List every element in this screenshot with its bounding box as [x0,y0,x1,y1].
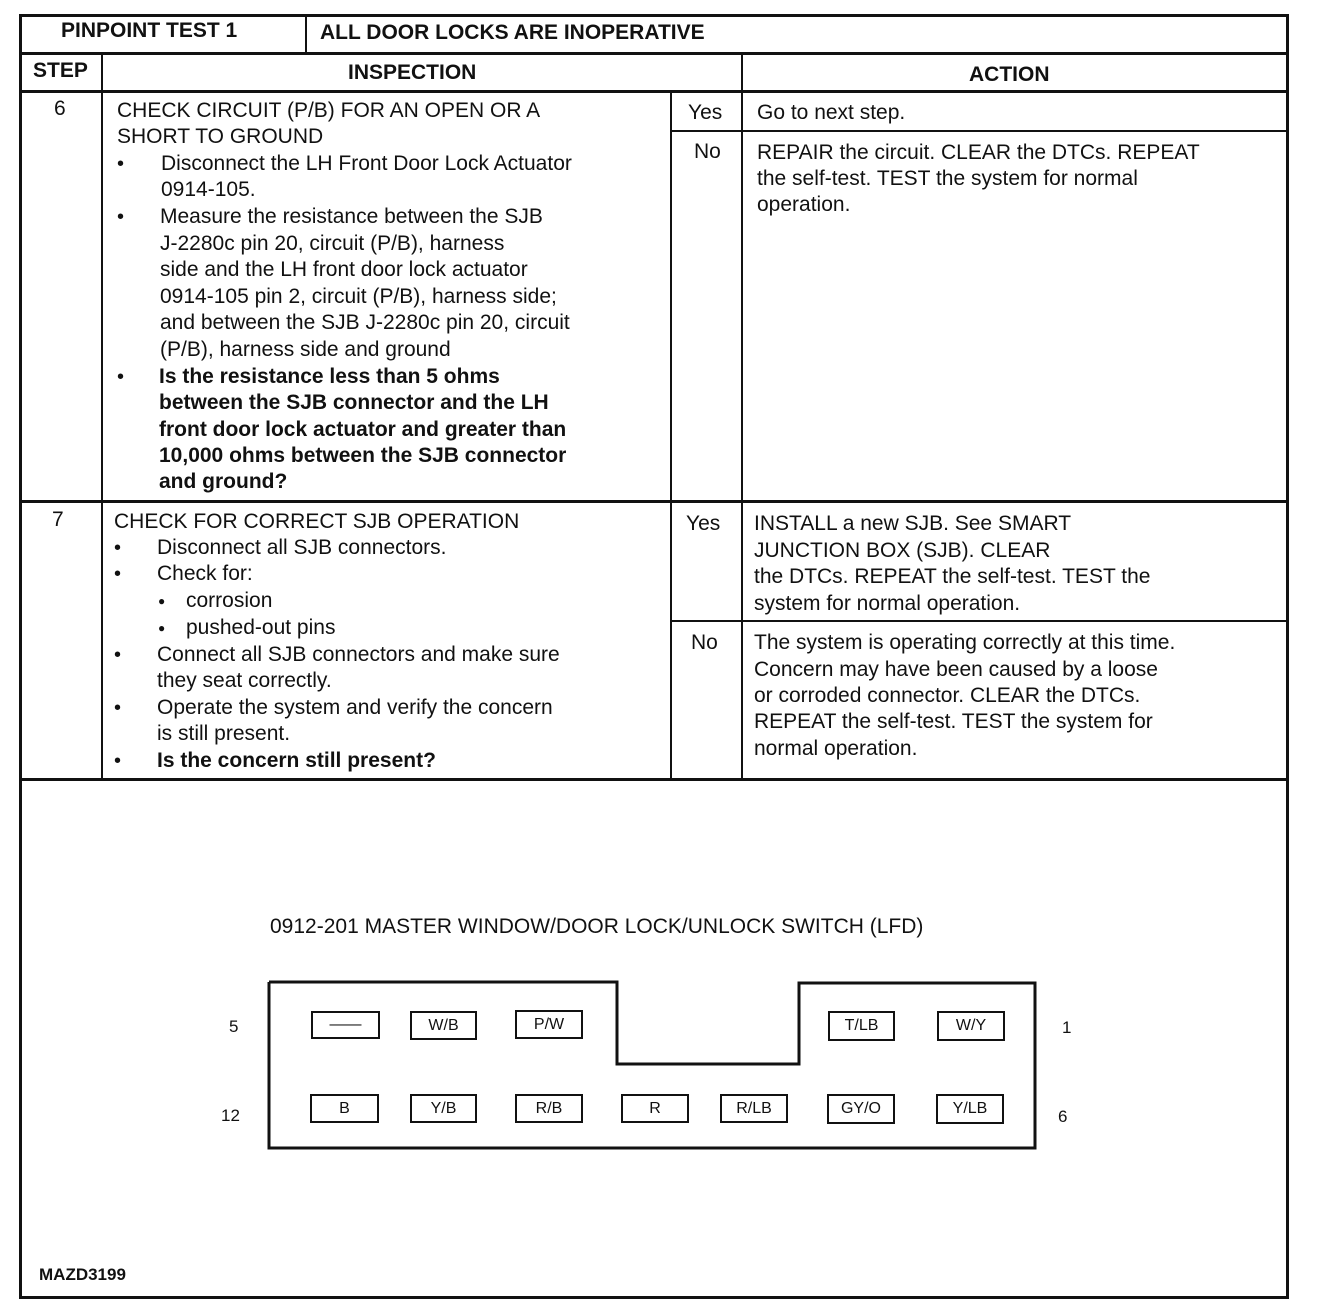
connector-pin: R/LB [720,1094,788,1123]
pin-number-label: 12 [221,1106,240,1125]
bullet-question-line: front door lock actuator and greater than [159,418,567,441]
no-action-line: or corroded connector. CLEAR the DTCs. [754,684,1141,707]
bullet-line: Measure the resistance between the SJB [160,205,543,228]
connector-pin: —— [311,1011,380,1039]
pinpoint-test-label: PINPOINT TEST 1 [61,19,238,42]
bullet-line: (P/B), harness side and ground [160,338,451,361]
connector-pin: W/B [410,1011,477,1040]
bullet-line: 0914-105. [161,178,256,201]
pin-number-label: 1 [1062,1018,1072,1037]
bullet-icon: • [114,537,122,559]
bullet-line: 0914-105 pin 2, circuit (P/B), harness side; [160,285,557,308]
pin-number-label: 5 [229,1017,239,1036]
no-action-line: normal operation. [754,737,918,760]
connector-pin: Y/B [410,1094,477,1123]
column-header-step: STEP [33,59,88,82]
bullet-line: and between the SJB J-2280c pin 20, circuit [160,311,570,334]
diagram-title: 0912-201 MASTER WINDOW/DOOR LOCK/UNLOCK SWITCH (LFD) [270,915,924,938]
yes-action-line: Go to next step. [757,101,906,124]
no-action-line: the self-test. TEST the system for normal [757,167,1138,190]
bullet-line: Connect all SJB connectors and make sure [157,643,560,666]
bullet-question-line: Is the resistance less than 5 ohms [159,365,500,388]
bullet-line: Operate the system and verify the concern [157,696,553,719]
no-label: No [694,140,721,163]
bullet-line: Disconnect the LH Front Door Lock Actuator [161,152,572,175]
bullet-question-line: between the SJB connector and the LH [159,391,549,414]
bullet-line: side and the LH front door lock actuator [160,258,528,281]
pinpoint-test-title: ALL DOOR LOCKS ARE INOPERATIVE [320,21,705,44]
step-title-line: CHECK FOR CORRECT SJB OPERATION [114,510,520,533]
yes-action-line: JUNCTION BOX (SJB). CLEAR [754,539,1051,562]
yes-action-line: the DTCs. REPEAT the self-test. TEST the [754,565,1151,588]
connector-pin: B [310,1094,379,1123]
connector-pin: R/B [515,1094,583,1123]
no-action-line: operation. [757,193,851,216]
bullet-question-line: and ground? [159,470,288,493]
connector-pin: GY/O [827,1094,895,1124]
no-action-line: The system is operating correctly at this time. [754,631,1176,654]
yes-action-line: system for normal operation. [754,592,1021,615]
bullet-question-line: 10,000 ohms between the SJB connector [159,444,567,467]
no-action-line: Concern may have been caused by a loose [754,658,1158,681]
bullet-icon: • [117,153,125,175]
yes-action-line: INSTALL a new SJB. See SMART [754,512,1072,535]
bullet-line: J-2280c pin 20, circuit (P/B), harness [160,232,505,255]
no-action-line: REPEAT the self-test. TEST the system for [754,710,1153,733]
sub-bullet-icon: ● [158,594,166,608]
no-label: No [691,631,718,654]
bullet-line: is still present. [157,722,291,745]
column-header-inspection: INSPECTION [348,61,477,84]
bullet-icon: • [114,563,122,585]
bullet-line: Check for: [157,562,253,585]
bullet-question-line: Is the concern still present? [157,749,436,772]
connector-pin: W/Y [937,1011,1005,1041]
sub-bullet-line: pushed-out pins [186,616,336,639]
connector-pin: Y/LB [936,1094,1004,1124]
connector-pin: P/W [515,1010,583,1039]
connector-pin: T/LB [828,1011,895,1041]
step-number: 7 [52,508,64,531]
no-action-line: REPAIR the circuit. CLEAR the DTCs. REPEAT [757,141,1200,164]
bullet-icon: • [114,697,122,719]
sub-bullet-line: corrosion [186,589,273,612]
pin-number-label: 6 [1058,1107,1068,1126]
bullet-icon: • [117,206,125,228]
bullet-line: they seat correctly. [157,669,332,692]
step-number: 6 [54,97,66,120]
step-title-line: CHECK CIRCUIT (P/B) FOR AN OPEN OR A [117,99,541,122]
bullet-icon: • [114,644,122,666]
bullet-line: Disconnect all SJB connectors. [157,536,447,559]
sub-bullet-icon: ● [158,621,166,635]
step-title-line: SHORT TO GROUND [117,125,324,148]
column-header-action: ACTION [969,63,1050,86]
connector-pin: R [621,1094,689,1123]
figure-id: MAZD3199 [39,1265,126,1284]
bullet-icon: • [114,750,122,772]
yes-label: Yes [686,512,721,535]
bullet-icon: • [117,366,125,388]
yes-label: Yes [688,101,723,124]
